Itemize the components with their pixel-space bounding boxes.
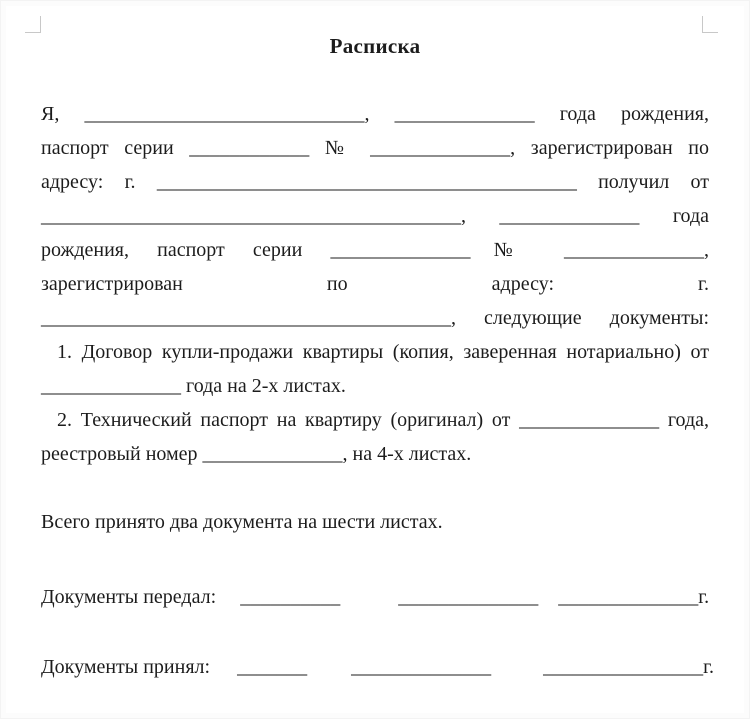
blank-line xyxy=(41,471,709,505)
signature-label: Документы передал: xyxy=(41,586,217,608)
date-blank-group xyxy=(543,650,714,684)
intro-line-1: Я, ____________________________, ______________ года рождения, xyxy=(41,103,709,125)
signature-row-received xyxy=(41,650,715,684)
fullname-blank: ______________ xyxy=(351,656,492,678)
signature-blank: _______ xyxy=(237,656,308,678)
summary-line: Всего принято два документа на шести листах. xyxy=(41,511,443,533)
signature-label: Документы принял: xyxy=(41,656,211,678)
blank-line xyxy=(41,539,709,573)
date-blank: ______________ xyxy=(558,586,699,608)
year-suffix: г. xyxy=(698,586,710,608)
year-suffix: г. xyxy=(703,656,715,678)
date-blank: ________________ xyxy=(543,656,704,678)
list-item-2-line-1: 2. Технический паспорт на квартиру (оригинал) от ______________ года, xyxy=(57,409,709,431)
signature-row-handed-over xyxy=(41,580,709,614)
intro-line-5: рождения, паспорт серии ______________№ ______________, xyxy=(41,239,709,261)
blank-line xyxy=(41,614,709,648)
fullname-blank: ______________ xyxy=(398,586,539,608)
intro-line-3: адресу: г. __________________________________________ получил от xyxy=(41,171,709,193)
document-content xyxy=(41,29,715,684)
intro-line-2: паспорт серии ____________ № ______________, зарегистрирован по xyxy=(41,137,709,159)
list-item-1-line-2: ______________ года на 2-х листах. xyxy=(41,375,346,397)
list-item-1-line-1: 1. Договор купли-продажи квартиры (копия, заверенная нотариально) от xyxy=(57,341,709,363)
date-blank-group xyxy=(558,580,709,614)
page-margin-mark-top-left-icon xyxy=(25,16,41,33)
signature-blank: __________ xyxy=(240,586,341,608)
intro-line-4: __________________________________________, ______________ года xyxy=(41,205,709,227)
document-title: Расписка xyxy=(329,34,421,58)
list-item-2-line-2: реестровый номер ______________, на 4-х листах. xyxy=(41,443,472,465)
intro-line-6: зарегистрирован по адресу: г. xyxy=(41,273,709,295)
intro-line-7: _________________________________________, следующие документы: xyxy=(41,307,709,329)
